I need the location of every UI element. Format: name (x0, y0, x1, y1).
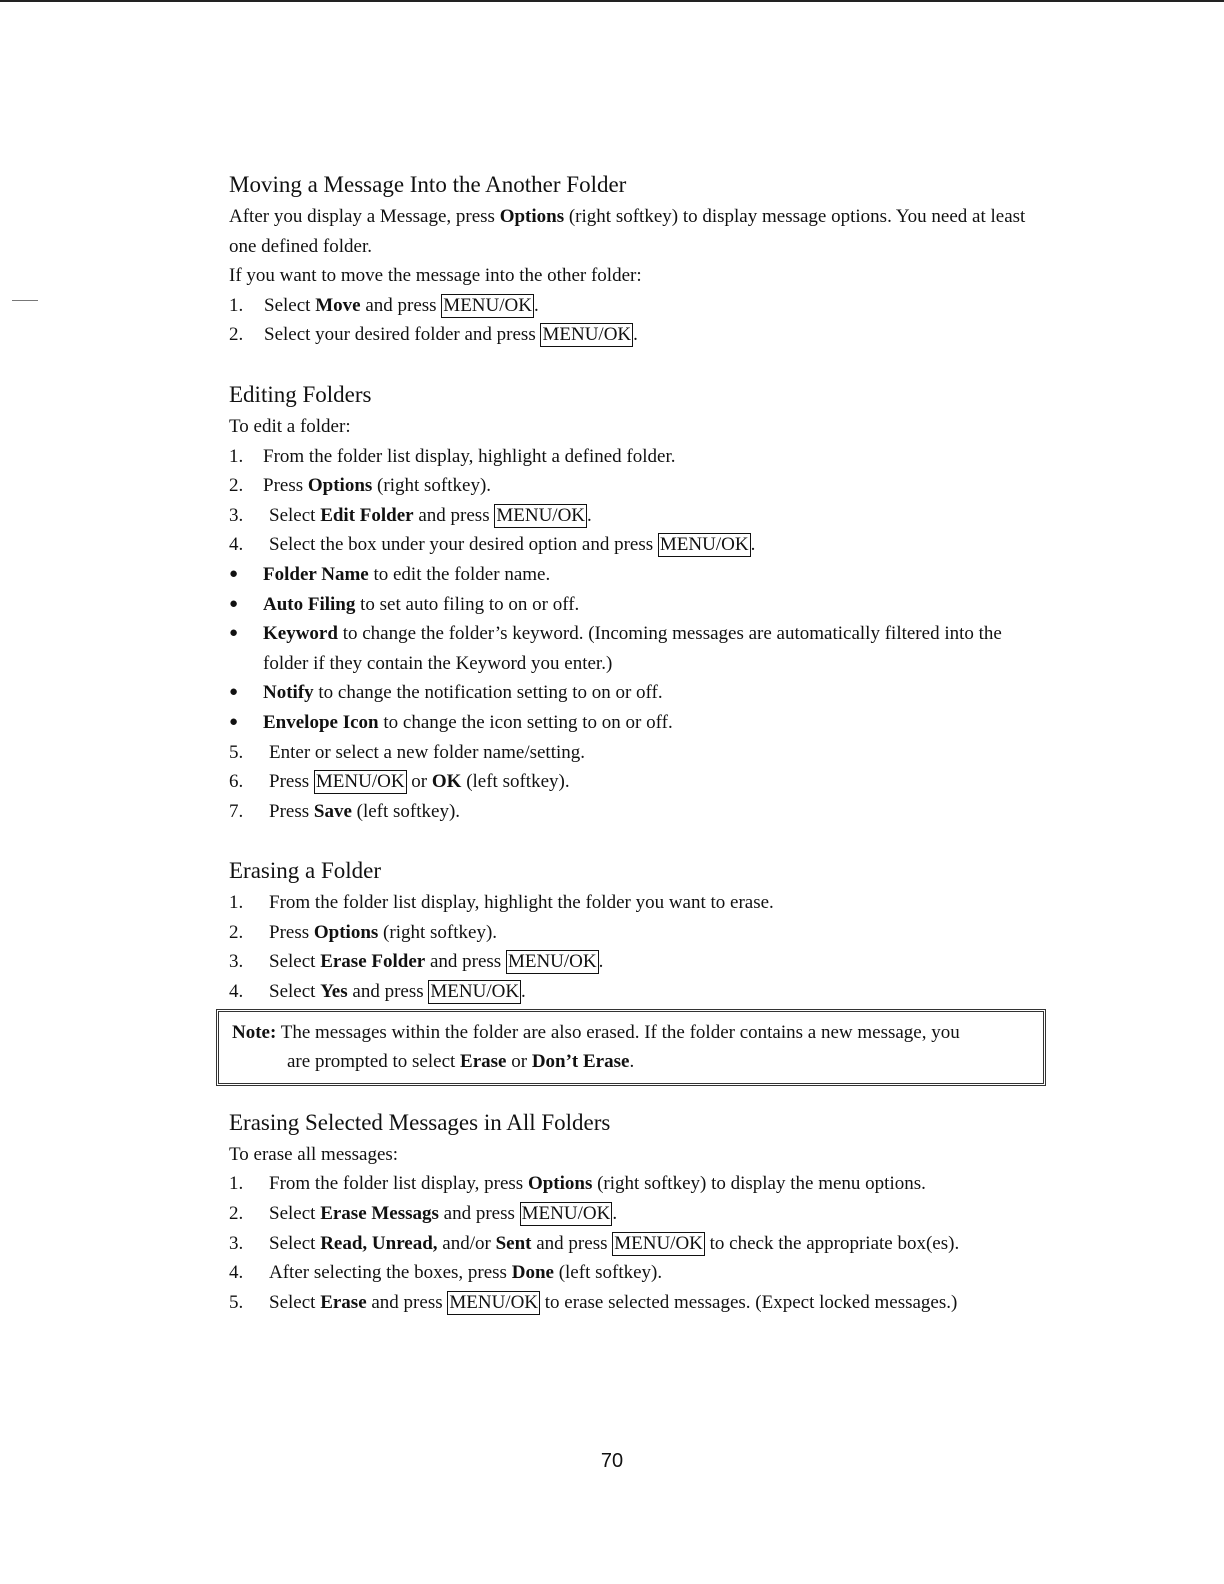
step: 3. Select Erase Folder and press MENU/OK . (229, 951, 604, 973)
menu-ok-key: MENU/OK (443, 294, 532, 316)
section-title: Erasing Selected Messages in All Folders (229, 1109, 611, 1135)
step: 5. Select Erase and press MENU/OK to erase selected messages. (Expect locked messages.) (229, 1291, 958, 1313)
step: 4. Select the box under your desired option and press MENU/OK . (229, 534, 756, 556)
intro-paragraph: After you display a Message, press Options (right softkey) to display message options. You need at least one defined folder. (229, 206, 1026, 257)
bullet-icon: ● (229, 625, 239, 642)
note-line-1: Note: The messages within the folder are also erased. If the folder contains a new message, you (232, 1021, 960, 1043)
bullet-icon: ● (229, 595, 239, 612)
intro-paragraph: To erase all messages: (229, 1143, 399, 1165)
section-editing-folders (229, 378, 1049, 826)
step: 1. Select Move and press MENU/OK . (229, 294, 539, 316)
menu-ok-key: MENU/OK (315, 771, 405, 793)
top-rule (0, 0, 1224, 2)
bullet-item: ● Keyword to change the folder’s keyword. (Incoming messages are automatically filtered into the folder if they contain the Keyword you enter.) (229, 619, 1049, 678)
step: 5. Enter or select a new folder name/setting. (229, 741, 586, 763)
section-title: Erasing a Folder (229, 858, 382, 884)
note-line-2: are prompted to select Erase or Don’t Erase. (287, 1051, 635, 1073)
step: 7. Press Save (left softkey). (229, 800, 461, 822)
step: 6. Press MENU/OK or OK (left softkey). (229, 771, 570, 793)
step: 2. Select Erase Messags and press MENU/OK . (229, 1203, 618, 1225)
section-moving-message (229, 168, 1049, 350)
section-title: Moving a Message Into the Another Folder (229, 172, 627, 197)
page-content (229, 168, 1049, 1337)
note-label: Note: (232, 1021, 277, 1043)
step: 4. After selecting the boxes, press Done (left softkey). (229, 1262, 663, 1284)
edge-mark (12, 300, 38, 301)
menu-ok-key: MENU/OK (521, 1203, 611, 1225)
menu-ok-key: MENU/OK (449, 1291, 539, 1313)
bullet-icon: ● (229, 684, 239, 701)
step: 2. Select your desired folder and press MENU/OK . (229, 324, 638, 346)
bullet-icon: ● (229, 565, 239, 582)
page-number: 70 (600, 1450, 624, 1472)
step: 2. Press Options (right softkey). (229, 921, 498, 943)
step: 4. Select Yes and press MENU/OK . (229, 981, 526, 1003)
bullet-icon: ● (229, 713, 239, 730)
menu-ok-key: MENU/OK (614, 1232, 703, 1254)
intro-paragraph-2: If you want to move the message into the other folder: (229, 265, 642, 287)
step: 1. From the folder list display, highlight the folder you want to erase. (229, 892, 774, 914)
bullet-item: ● Notify to change the notification setting to on or off. (229, 678, 1049, 708)
intro-paragraph: To edit a folder: (229, 415, 351, 437)
step: 1. From the folder list display, highlight a defined folder. (229, 445, 676, 467)
section-erasing-messages (229, 1106, 1049, 1318)
menu-ok-key: MENU/OK (542, 324, 632, 346)
bullet-item: ● Auto Filing to set auto filing to on or off. (229, 590, 1049, 620)
menu-ok-key: MENU/OK (507, 951, 597, 973)
note-box (216, 1009, 1046, 1086)
bullet-item: ● Folder Name to edit the folder name. (229, 560, 1049, 590)
step: 1. From the folder list display, press Options (right softkey) to display the menu options. (229, 1173, 926, 1195)
menu-ok-key: MENU/OK (496, 504, 586, 526)
menu-ok-key: MENU/OK (659, 534, 749, 556)
section-erasing-folder (229, 854, 1049, 1086)
bullet-item: ● Envelope Icon to change the icon setting to on or off. (229, 708, 1049, 738)
section-title: Editing Folders (229, 381, 372, 407)
step: 2. Press Options (right softkey). (229, 475, 492, 497)
step: 3. Select Edit Folder and press MENU/OK . (229, 504, 592, 526)
step: 3. Select Read, Unread, and/or Sent and press MENU/OK to check the appropriate box(es). (229, 1232, 960, 1254)
menu-ok-key: MENU/OK (430, 981, 520, 1003)
